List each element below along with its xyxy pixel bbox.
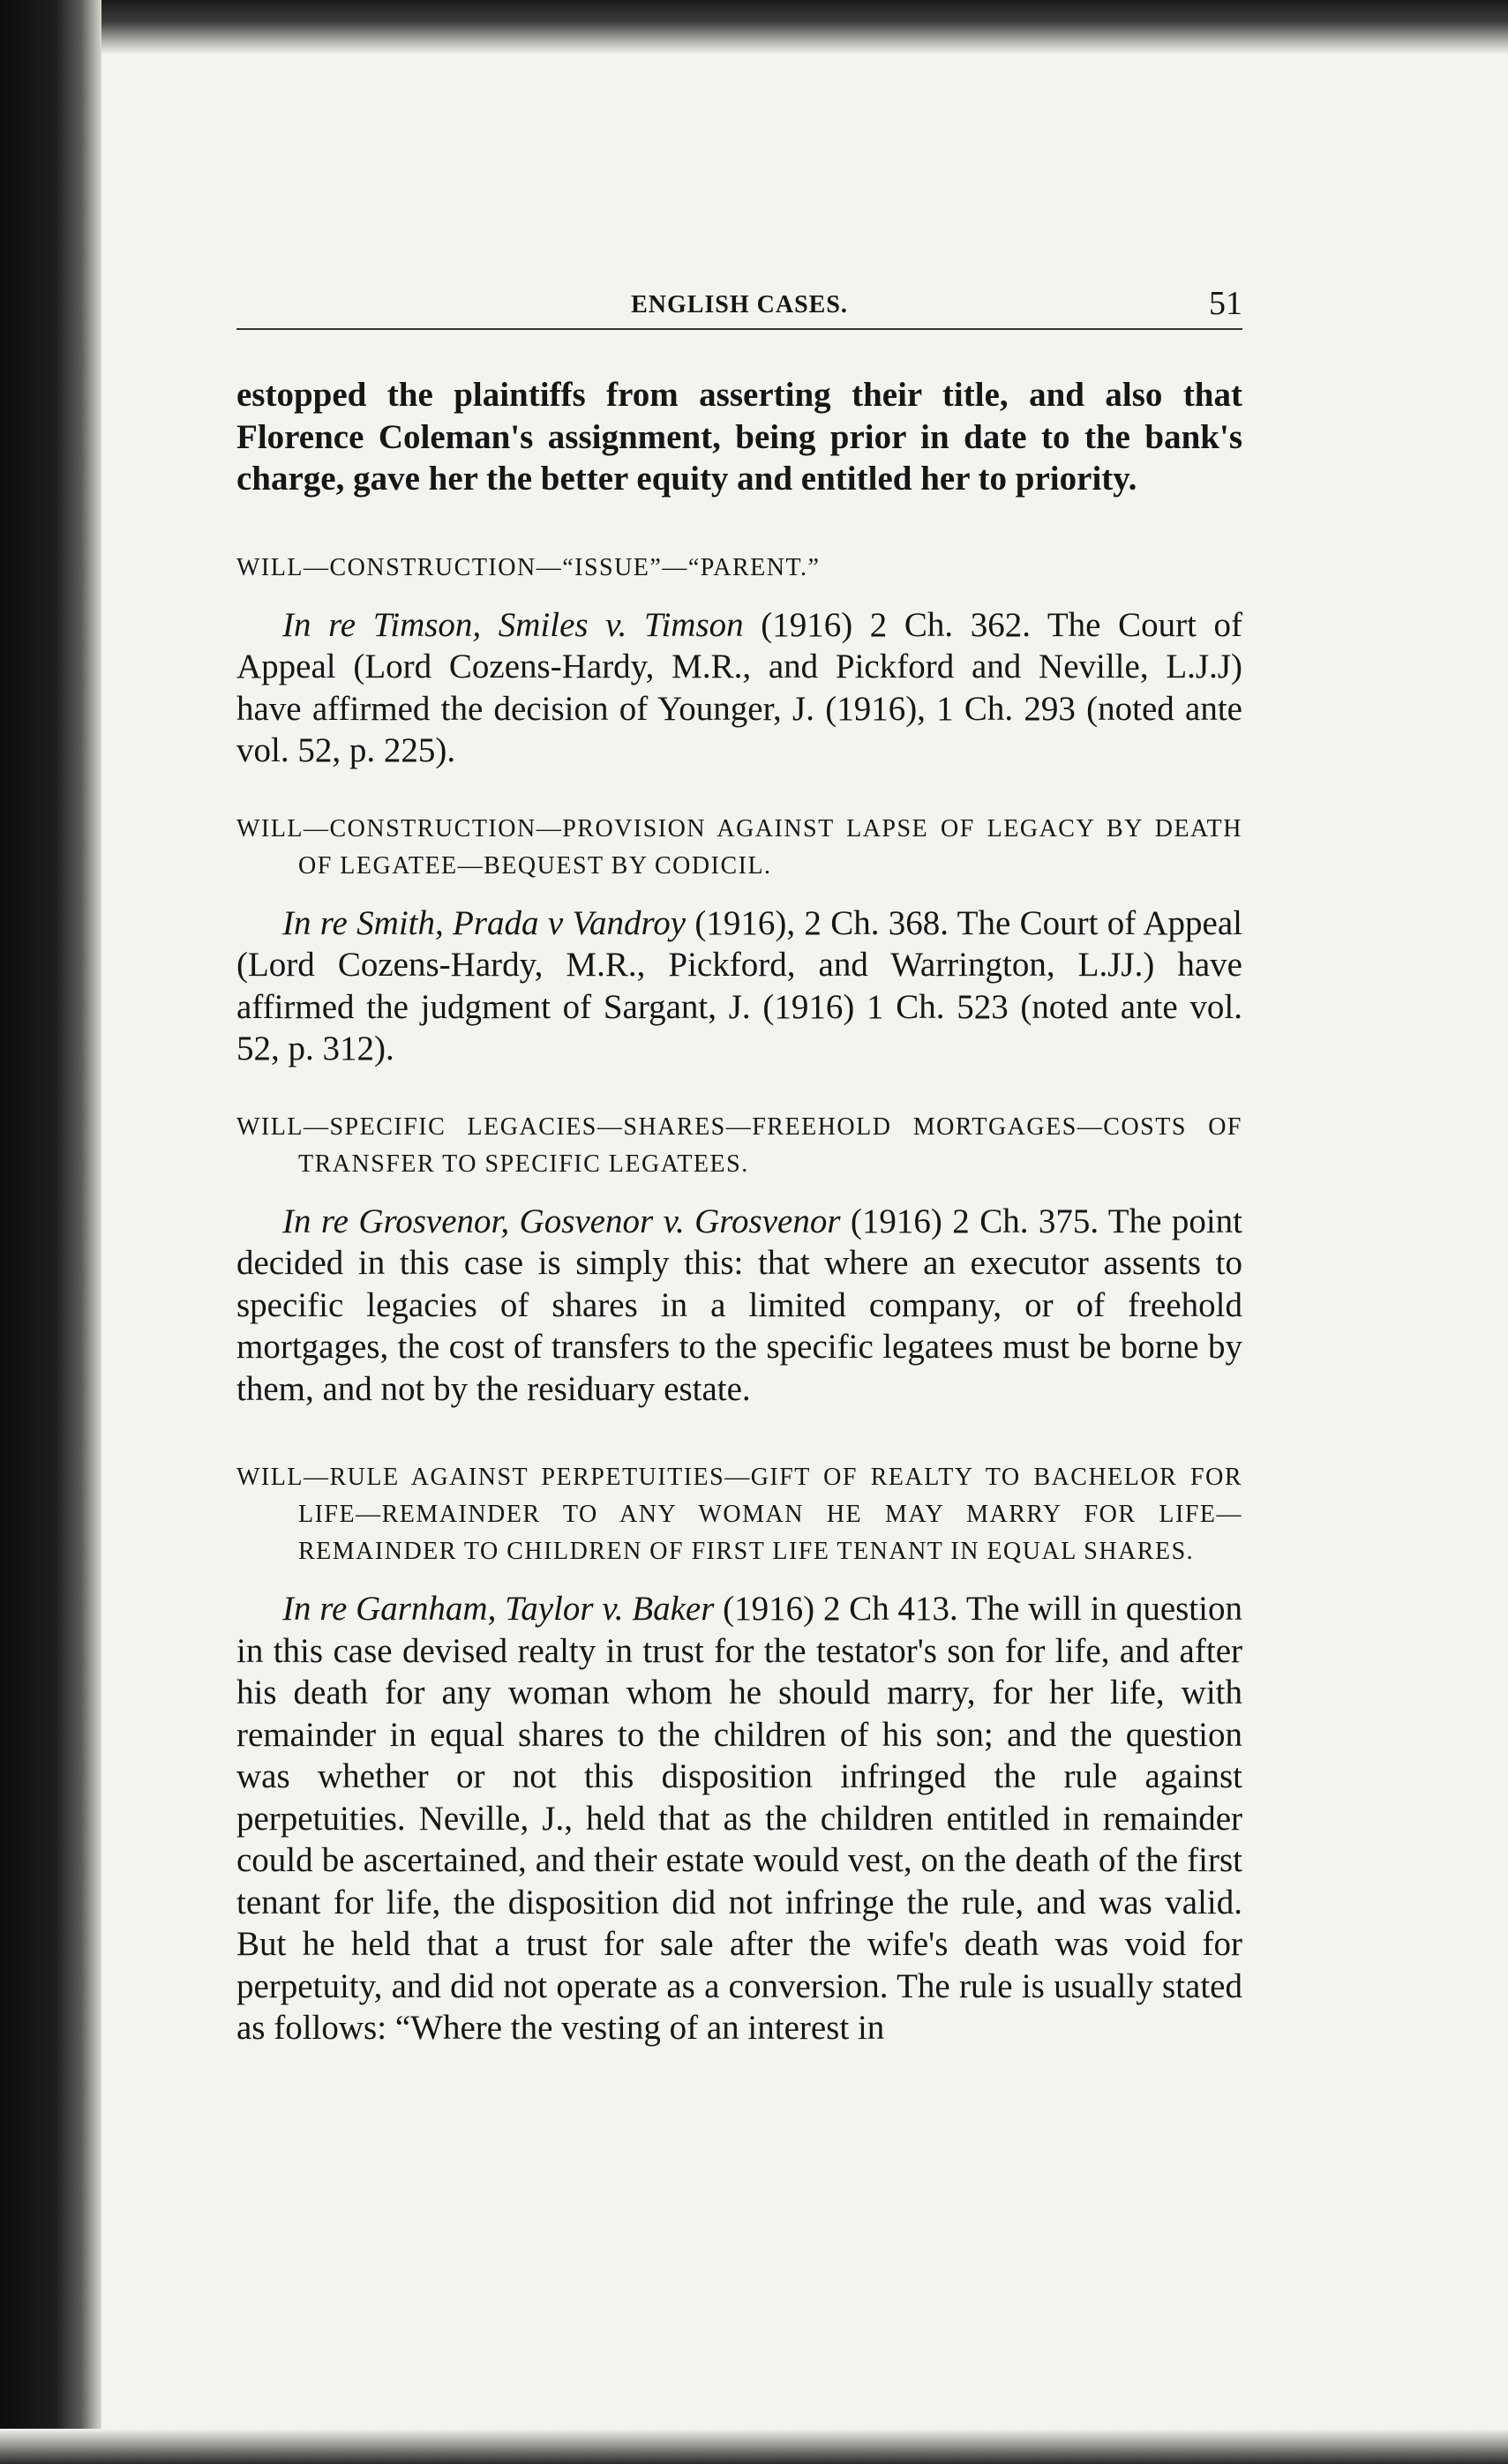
case-paragraph xyxy=(236,902,1242,1070)
section-heading: WILL—RULE AGAINST PERPETUITIES—GIFT OF REALTY TO BACHELOR FOR LIFE—REMAINDER TO ANY WOMAN HE MAY MARRY FOR LIFE—REMAINDER TO CHILDREN OF FIRST LIFE TENANT IN EQUAL SHARES. xyxy=(236,1464,1242,1565)
case-paragraph xyxy=(236,1201,1242,1411)
case-paragraph xyxy=(236,604,1242,772)
scan-bottom-edge xyxy=(0,2429,1508,2464)
running-header xyxy=(236,281,1242,330)
case-name: In re Grosvenor, Gosvenor v. Grosvenor xyxy=(282,1202,841,1240)
case-text: (1916), 2 Ch. 368. The Court of Appeal (Lord Cozens-Hardy, M.R., Pickford, and Warrington, L.JJ.) have affirmed the judgment of Sargant, J. (1916) 1 Ch. 523 (noted ante vol. 52, p. 312). xyxy=(236,903,1242,1067)
section-heading: WILL—CONSTRUCTION—PROVISION AGAINST LAPSE OF LEGACY BY DEATH OF LEGATEE—BEQUEST BY CODICIL. xyxy=(236,814,1242,880)
running-title: ENGLISH CASES. xyxy=(631,291,848,318)
case-name: In re Timson, Smiles v. Timson xyxy=(282,605,744,644)
scan-top-edge xyxy=(0,0,1508,55)
page-content xyxy=(236,281,1242,2049)
case-section-timson xyxy=(236,550,1242,772)
continuation-paragraph: estopped the plaintiffs from asserting their title, and also that Florence Coleman's assignment, being prior in date to the bank's charge, gave her the better equity and entitled her to priority. xyxy=(236,376,1242,498)
case-paragraph xyxy=(236,1588,1242,2049)
section-heading: WILL—SPECIFIC LEGACIES—SHARES—FREEHOLD MORTGAGES—COSTS OF TRANSFER TO SPECIFIC LEGATEES. xyxy=(236,1112,1242,1178)
case-text: (1916) 2 Ch. 375. The point decided in this case is simply this: that where an executor assents to specific legacies of shares in a limited company, or of freehold mortgages, the cost of transfers to the specific legatees must be borne by them, and not by the residuary estate. xyxy=(236,1202,1243,1408)
case-section-smith xyxy=(236,811,1242,1070)
page-number: 51 xyxy=(1209,285,1242,322)
case-text: (1916) 2 Ch 413. The will in question in this case devised realty in trust for the testator's son for life, and after his death for any woman whom he should marry, for her life, with remainder in equal shares to the children of his son; and the question was whether or not this disposition infringed the rule against perpetuities. Neville, J., held that as the children entitled in remainder could be ascertained, and their estate would vest, on the death of the first tenant for life, the disposition did not infringe the rule, and was valid. But he held that a trust for sale after the wife's death was void for perpetuity, and did not operate as a conversion. The rule is usually stated as follows: “Where the vesting of an interest in xyxy=(236,1590,1242,2047)
case-name: In re Garnham, Taylor v. Baker xyxy=(282,1590,715,1628)
scan-left-edge xyxy=(0,0,101,2464)
case-section-grosvenor xyxy=(236,1109,1242,1411)
section-heading: WILL—CONSTRUCTION—“ISSUE”—“PARENT.” xyxy=(236,553,821,581)
case-text: (1916) 2 Ch. 362. The Court of Appeal (Lord Cozens-Hardy, M.R., and Pickford and Neville, L.J.J) have affirmed the decision of Younger, J. (1916), 1 Ch. 293 (noted ante vol. 52, p. 225). xyxy=(236,605,1242,769)
case-section-garnham xyxy=(236,1459,1242,2049)
case-name: In re Smith, Prada v Vandroy xyxy=(282,903,686,942)
